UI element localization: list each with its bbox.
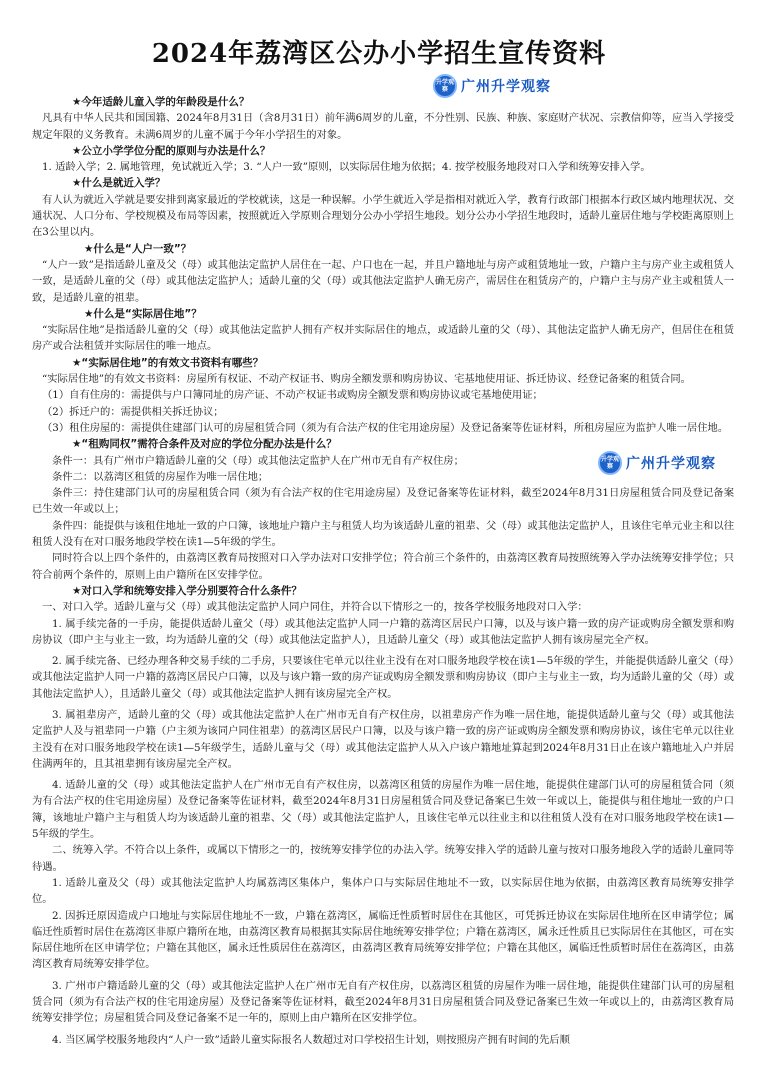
section-paragraph: 条件一：具有广州市户籍适龄儿童的父（母）或其他法定监护人在广州市无自有产权住房； — [52, 454, 464, 467]
section-paragraph: 1. 属手续完备的一手房，能提供适龄儿童父（母）或其他法定监护人同一户籍的荔湾区居民户口簿，以及与该户籍一致的房产证或购房全额发票和购房协议（即户主与业主一致，均为适龄儿童的父（母）或其他法定监护人），且适龄儿童父（母）或其他法定监护人拥有该房屋完全产权。 — [32, 617, 734, 646]
section-paragraph: 2. 属手续完备、已经办理各种交易手续的二手房，只要该住宅单元以往业主没有在对口服务地段学校在读1—5年级的学生，并能提供适龄儿童父（母）或其他法定监护人同一户籍的荔湾区居民户口簿，以及与该户籍一致的房产证或购房全额发票和购房协议（即户主与业主一致，均为适龄儿童的父（母）或其他法定监护人），且适龄儿童父（母）或其他法定监护人拥有该房屋完全产权。 — [32, 655, 734, 700]
watermark-logo-icon: 升学观察 — [598, 451, 622, 475]
section-paragraph: （2）拆迁户的：需提供相关拆迁协议； — [42, 405, 224, 418]
watermark-text: 广州升学观察 — [626, 456, 716, 472]
watermark-logo-icon: 升学观察 — [433, 74, 457, 98]
section-heading: ★公立小学学位分配的原则与办法是什么？ — [72, 144, 271, 157]
section-heading: ★对口入学和统筹安排入学分别要符合什么条件？ — [72, 584, 302, 597]
section-paragraph: 条件三：持住建部门认可的房屋租赁合同（须为有合法产权的住宅用途房屋）及登记备案等佐证材料，截至2024年8月31日房屋租赁合同及登记备案已生效一年或以上； — [32, 487, 734, 516]
section-paragraph: 条件二：以荔湾区租赁的房屋作为唯一居住地； — [52, 470, 269, 483]
section-paragraph: “实际居住地”是指适龄儿童的父（母）或其他法定监护人拥有产权并实际居住的地点，或适龄儿童的父（母）、其他法定监护人确无房产，但居住在租赁房产或合法租赁并实际居住的唯一地点。 — [32, 324, 734, 353]
section-heading: ★“租购同权”需符合条件及对应的学位分配办法是什么？ — [72, 438, 337, 451]
section-heading: ★今年适龄儿童入学的年龄段是什么？ — [72, 96, 250, 108]
section-heading: ★什么是就近入学？ — [72, 177, 166, 190]
section-paragraph: （3）租住房屋的：需提供住建部门认可的房屋租赁合同（须为有合法产权的住宅用途房屋）及登记备案等佐证材料，所租房屋应为监护人唯一居住地。 — [42, 421, 729, 434]
section-paragraph: “人户一致”是指适龄儿童及父（母）或其他法定监护人居住在一起、户口也在一起，并且户籍地址与房产或租赁地址一致，户籍户主与房产业主或租赁人一致，是适龄儿童的父（母）或其他法定监护人；适龄儿童的父（母）或其他法定监护人确无房产，需居住在租赁房产的，户籍户主与房产业主或租赁人一致，是适龄儿童的祖辈。 — [32, 258, 734, 304]
section-paragraph: 2. 因拆迁原因造成户口地址与实际居住地址不一致，户籍在荔湾区，属临迁性质暂时居住在其他区，可凭拆迁协议在实际居住地所在区申请学位；属临迁性质暂时居住在荔湾区非原户籍所在地，由荔湾区教育局根据其实际居住地统筹安排学位；户籍在荔湾区，属永迁性质且已实际居住在其他区，可在实际居住地所在区申请学位；户籍在其他区，属永迁性质居住在荔湾区，由荔湾区教育局统筹安排学位；户籍在其他区，属临迁性质暂时居住在荔湾区，由荔湾区教育局统筹安排学位。 — [32, 909, 734, 971]
section-paragraph: 条件四：能提供与该租住地址一致的户口簿，该地址户籍户主与租赁人均为该适龄儿童的祖辈、父（母）或其他法定监护人，且该住宅单元业主和以往租赁人没有在对口服务地段学校在读1—5年级的学生。 — [32, 519, 734, 549]
section-paragraph: 1. 适龄儿童及父（母）或其他法定监护人均属荔湾区集体户，集体户口与实际居住地址不一致，以实际居住地为依据，由荔湾区教育局统筹安排学位。 — [32, 876, 734, 906]
section-paragraph: 4. 适龄儿童的父（母）或其他法定监护人在广州市无自有产权住房，以荔湾区租赁的房屋作为唯一居住地，能提供住建部门认可的房屋租赁合同（须为有合法产权的住宅用途房屋）及登记备案等佐证材料，截至2024年8月31日房屋租赁合同及登记备案已生效一年或以上，能提供与租住地址一致的户口簿，该地址户籍户主与租赁人均为该适龄儿童的祖辈、父（母）或其他法定监护人，且该住宅单元以往业主和以往租赁人没有在对口服务地段学校在读1—5年级的学生。 — [32, 779, 734, 841]
section-paragraph: 4. 当区属学校服务地段内“人户一致”适龄儿童实际报名人数超过对口学校招生计划，则按照房产拥有时间的先后顺 — [52, 1033, 570, 1046]
section-heading: ★什么是“人户一致”？ — [84, 242, 192, 255]
document-body — [32, 94, 734, 1048]
page-title: 2024年荔湾区公办小学招生宣传资料 — [151, 39, 607, 69]
section-paragraph: 二、统筹入学。不符合以上条件，或属以下情形之一的，按统筹安排学位的办法入学。统筹安排入学的适龄儿童与按对口服务地段入学的适龄儿童同等待遇。 — [32, 844, 734, 873]
section-paragraph: 一、对口入学。适龄儿童与父（母）或其他法定监护人同户同住，并符合以下情形之一的，按各学校服务地段对口入学： — [42, 601, 588, 614]
section-paragraph: （1）自有住房的：需提供与户口簿同址的房产证、不动产权证书或购房全额发票和购房协议或宅基地使用证； — [42, 389, 543, 402]
section-paragraph: 3. 属祖辈房产，适龄儿童的父（母）或其他法定监护人在广州市无自有产权住房，以祖辈房产作为唯一居住地，能提供适龄儿童与父（母）或其他法定监护人及与祖辈同一户籍（户主须为该同户同住祖辈）的荔湾区居民户口簿，以及与该户籍一致的房产证或购房全额发票和购房协议，该住宅单元以往业主没有在对口服务地段学校在读1—5年级学生，适龄儿童与父（母）或其他法定监护人从入户该户籍地址算起到2024年8月31日止在该户籍地址入户并居住满两年的，且其祖辈拥有该房屋完全产权。 — [32, 708, 734, 770]
section-paragraph: 凡具有中华人民共和国国籍、2024年8月31日（含8月31日）前年满6周岁的儿童，不分性别、民族、种族、家庭财产状况、宗教信仰等，应当入学接受规定年限的义务教育。未满6周岁的儿童不属于今年小学招生的对象。 — [32, 112, 734, 141]
section-paragraph: 有人认为就近入学就是要安排到离家最近的学校就读，这是一种误解。小学生就近入学是指相对就近入学，教育行政部门根据本行政区域内地理状况、交通状况、人口分布、学校规模及布局等因素，按照就近入学原则合理划分公办小学招生地段。划分公办小学招生地段时，适龄儿童居住地与学校距离原则上在3公里以内。 — [32, 193, 734, 239]
section-paragraph: 同时符合以上四个条件的，由荔湾区教育局按照对口入学办法对口安排学位；符合前三个条件的，由荔湾区教育局按照统筹入学办法统筹安排学位；只符合前两个条件的，原则上由户籍所在区安排学位。 — [32, 552, 734, 581]
watermark-text: 广州升学观察 — [461, 79, 551, 95]
section-heading: ★“实际居住地”的有效文书资料有哪些？ — [72, 356, 264, 369]
section-heading: ★什么是“实际居住地”？ — [84, 307, 202, 320]
section-paragraph: 1. 适龄入学；2. 属地管理，免试就近入学；3. “人户一致”原则，以实际居住地为依据；4. 按学校服务地段对口入学和统筹安排入学。 — [42, 161, 651, 174]
section-paragraph: 3. 广州市户籍适龄儿童的父（母）或其他法定监护人在广州市无自有产权住房，以荔湾区租赁的房屋作为唯一居住地，能提供住建部门认可的房屋租赁合同（须为有合法产权的住宅用途房屋）及登记备案等佐证材料，截至2024年8月31日房屋租赁合同及登记备案已生效一年或以上的，由荔湾区教育局统筹安排学位；房屋租赁合同及登记备案不足一年的，原则上由户籍所在区安排学位。 — [32, 979, 734, 1025]
section-paragraph: “实际居住地”的有效文书资料：房屋所有权证、不动产权证书、购房全额发票和购房协议、宅基地使用证、拆迁协议、经登记备案的租赁合同。 — [42, 373, 691, 386]
